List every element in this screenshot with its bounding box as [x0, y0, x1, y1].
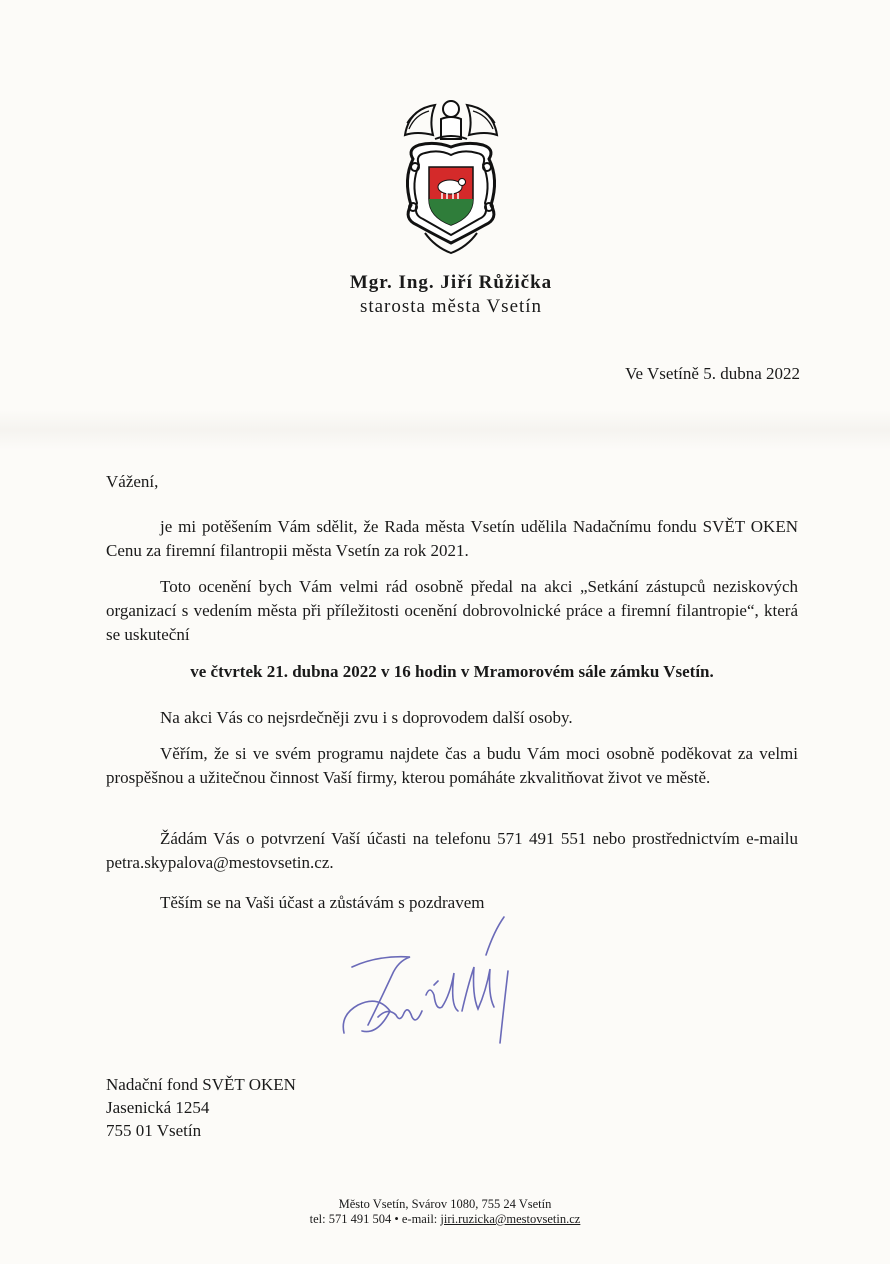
- recipient-line-1: Nadační fond SVĚT OKEN: [106, 1075, 296, 1094]
- footer-contact-prefix: tel: 571 491 504 • e-mail:: [309, 1212, 441, 1226]
- sender-role: starosta města Vsetín: [359, 296, 543, 317]
- footer-contact: [0, 1212, 890, 1227]
- body-paragraph-2: [106, 575, 798, 647]
- handwritten-signature: [338, 915, 528, 1055]
- recipient-line-3: 755 01 Vsetín: [106, 1121, 202, 1140]
- footer-email-link[interactable]: jiri.ruzicka@mestovsetin.cz: [440, 1212, 581, 1226]
- body-paragraph-3: [106, 706, 798, 730]
- letter-date: Ve Vsetíně 5. dubna 2022: [625, 364, 800, 383]
- footer-address: Město Vsetín, Svárov 1080, 755 24 Vsetín: [338, 1197, 552, 1211]
- paragraph-text: Žádám Vás o potvrzení Vaší účasti na telefonu 571 491 551 nebo prostřednictvím e-mailu petra.skypalova@mestovsetin.cz.: [106, 829, 798, 872]
- body-paragraph-5: [106, 827, 798, 875]
- city-coat-of-arms-icon: [395, 95, 507, 255]
- body-paragraph-1: [106, 515, 798, 563]
- body-paragraph-4: [106, 742, 798, 790]
- salutation: Vážení,: [106, 472, 159, 491]
- paragraph-text: Toto ocenění bych Vám velmi rád osobně předal na akci „Setkání zástupců neziskových organizací s vedením města při příležitosti ocenění dobrovolnické práce a firemní filantropie“, která se uskuteční: [106, 577, 798, 644]
- sender-name: Mgr. Ing. Jiří Růžička: [349, 272, 553, 293]
- event-details: ve čtvrtek 21. dubna 2022 v 16 hodin v Mramorovém sále zámku Vsetín.: [190, 662, 714, 681]
- paragraph-text: Věřím, že si ve svém programu najdete čas a budu Vám moci osobně poděkovat za velmi prospěšnou a užitečnou činnost Vaší firmy, kterou pomáháte zkvalitňovat život ve městě.: [106, 744, 798, 787]
- paragraph-text: Na akci Vás co nejsrdečněji zvu i s doprovodem další osoby.: [160, 708, 573, 727]
- paper-fold: [0, 410, 890, 450]
- recipient-line-2: Jasenická 1254: [106, 1098, 210, 1117]
- closing-line: Těším se na Vaši účast a zůstávám s pozdravem: [160, 893, 485, 912]
- paragraph-text: je mi potěšením Vám sdělit, že Rada města Vsetín udělila Nadačnímu fondu SVĚT OKEN Cenu za firemní filantropii města Vsetín za rok 2021.: [106, 517, 798, 560]
